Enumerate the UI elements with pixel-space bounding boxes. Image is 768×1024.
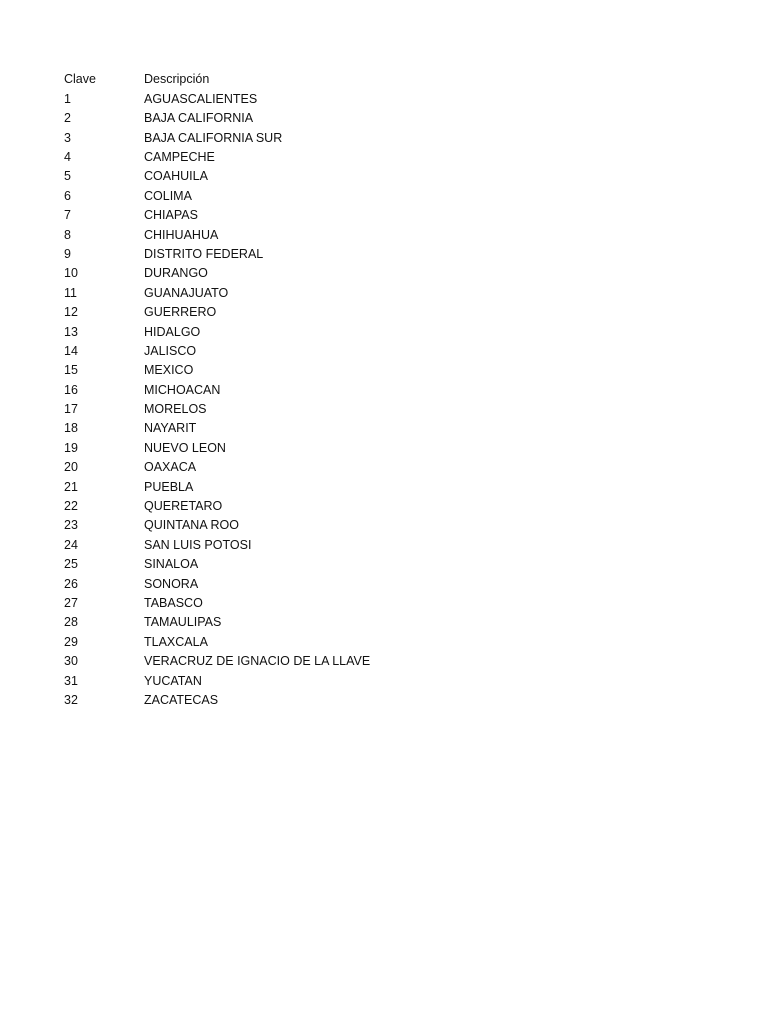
cell-descripcion: COLIMA	[144, 188, 192, 203]
table-row	[64, 691, 724, 710]
cell-clave: 27	[64, 595, 78, 610]
table-row	[64, 109, 724, 128]
cell-clave: 21	[64, 479, 78, 494]
cell-clave: 1	[64, 91, 71, 106]
cell-clave: 29	[64, 634, 78, 649]
header-descripcion: Descripción	[144, 72, 210, 87]
cell-clave: 15	[64, 363, 78, 378]
table-row	[64, 613, 724, 632]
cell-descripcion: YUCATAN	[144, 673, 202, 688]
cell-descripcion: QUERETARO	[144, 499, 223, 514]
table-row	[64, 264, 724, 283]
cell-clave: 18	[64, 421, 78, 436]
cell-clave: 19	[64, 440, 78, 455]
cell-clave: 23	[64, 518, 78, 533]
table-row	[64, 148, 724, 167]
cell-descripcion: BAJA CALIFORNIA	[144, 111, 254, 126]
cell-descripcion: SINALOA	[144, 557, 199, 572]
table-row	[64, 186, 724, 205]
table-row	[64, 400, 724, 419]
table-row	[64, 341, 724, 360]
table-row	[64, 128, 724, 147]
table-row	[64, 594, 724, 613]
cell-descripcion: GUERRERO	[144, 305, 217, 320]
table-row	[64, 632, 724, 651]
cell-clave: 3	[64, 130, 71, 145]
cell-clave: 8	[64, 227, 71, 242]
cell-descripcion: COAHUILA	[144, 169, 208, 184]
table-row	[64, 652, 724, 671]
cell-descripcion: DISTRITO FEDERAL	[144, 246, 264, 261]
table-row	[64, 89, 724, 108]
cell-descripcion: SAN LUIS POTOSI	[144, 537, 252, 552]
cell-clave: 20	[64, 460, 78, 475]
cell-clave: 4	[64, 150, 71, 164]
table-row	[64, 535, 724, 554]
cell-descripcion: PUEBLA	[144, 479, 194, 494]
cell-descripcion: MEXICO	[144, 363, 194, 378]
table-row	[64, 245, 724, 264]
cell-clave: 32	[64, 692, 78, 707]
table-row	[64, 419, 724, 438]
cell-clave: 11	[64, 285, 77, 300]
cell-descripcion: NUEVO LEON	[144, 440, 226, 455]
cell-clave: 5	[64, 169, 71, 184]
cell-descripcion: MORELOS	[144, 402, 207, 417]
table-row	[64, 555, 724, 574]
table-row	[64, 380, 724, 399]
table-row	[64, 497, 724, 516]
cell-descripcion: BAJA CALIFORNIA SUR	[144, 130, 283, 145]
cell-clave: 12	[64, 305, 78, 320]
cell-descripcion: CHIAPAS	[144, 208, 198, 223]
cell-clave: 28	[64, 615, 78, 630]
cell-clave: 13	[64, 324, 78, 339]
cell-descripcion: JALISCO	[144, 343, 197, 358]
table-row	[64, 303, 724, 322]
cell-descripcion: DURANGO	[144, 266, 208, 281]
cell-descripcion: VERACRUZ DE IGNACIO DE LA LLAVE	[144, 654, 371, 669]
cell-descripcion: HIDALGO	[144, 324, 201, 339]
cell-descripcion: CAMPECHE	[144, 150, 215, 164]
cell-descripcion: TLAXCALA	[144, 634, 208, 649]
cell-clave: 25	[64, 557, 78, 572]
table-row	[64, 516, 724, 535]
cell-clave: 6	[64, 188, 71, 203]
cell-clave: 2	[64, 111, 71, 126]
cell-clave: 9	[64, 246, 71, 261]
cell-clave: 7	[64, 208, 71, 223]
table-row	[64, 458, 724, 477]
cell-clave: 14	[64, 343, 78, 358]
cell-descripcion: TABASCO	[144, 595, 203, 610]
cell-descripcion: OAXACA	[144, 460, 197, 475]
cell-clave: 16	[64, 382, 78, 397]
table-row	[64, 477, 724, 496]
cell-descripcion: MICHOACAN	[144, 382, 221, 397]
cell-clave: 10	[64, 266, 78, 281]
table-row	[64, 574, 724, 593]
cell-clave: 26	[64, 576, 78, 591]
table-row	[64, 283, 724, 302]
header-clave: Clave	[64, 72, 96, 87]
table-row	[64, 225, 724, 244]
cell-descripcion: TAMAULIPAS	[144, 615, 222, 630]
cell-clave: 24	[64, 537, 78, 552]
table-header-row	[64, 70, 724, 89]
states-table	[64, 70, 724, 710]
cell-descripcion: SONORA	[144, 576, 199, 591]
table-row	[64, 322, 724, 341]
cell-descripcion: GUANAJUATO	[144, 285, 229, 300]
cell-clave: 31	[64, 673, 78, 688]
cell-clave: 22	[64, 499, 78, 514]
cell-descripcion: AGUASCALIENTES	[144, 91, 258, 106]
cell-descripcion: CHIHUAHUA	[144, 227, 219, 242]
cell-descripcion: NAYARIT	[144, 421, 197, 436]
cell-descripcion: QUINTANA ROO	[144, 518, 239, 533]
cell-clave: 17	[64, 402, 78, 417]
table-row	[64, 206, 724, 225]
cell-descripcion: ZACATECAS	[144, 692, 219, 707]
cell-clave: 30	[64, 654, 78, 669]
table-row	[64, 361, 724, 380]
table-row	[64, 671, 724, 690]
table-row	[64, 438, 724, 457]
table-row	[64, 167, 724, 186]
